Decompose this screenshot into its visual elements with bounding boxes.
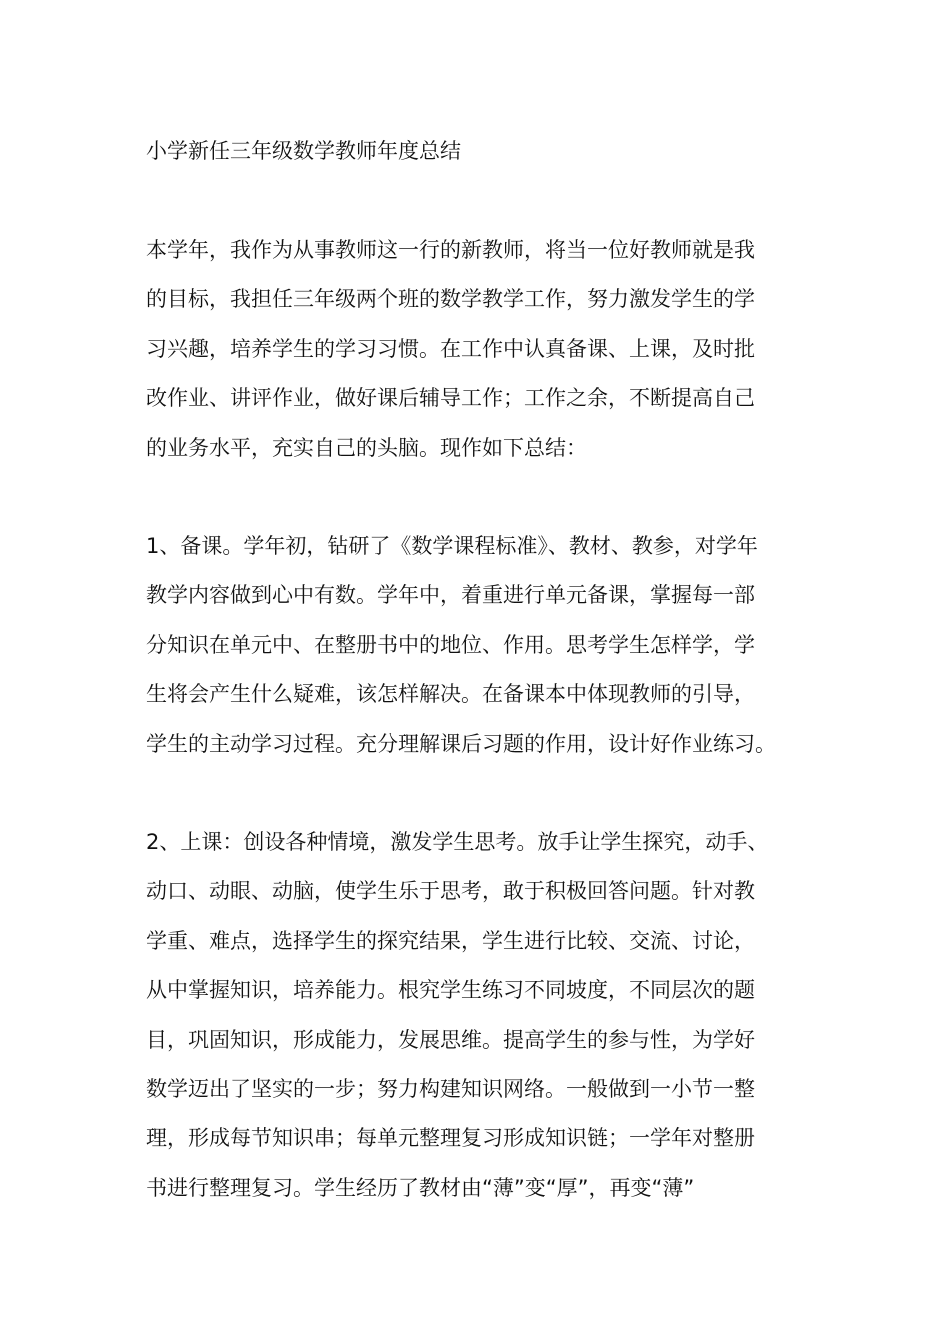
text-line: 书进行整理复习。学生经历了教材由“薄”变“厚”，再变“薄” (146, 1175, 695, 1200)
text-line: 的目标，我担任三年级两个班的数学教学工作，努力激发学生的学 (146, 287, 755, 312)
text-line: 习兴趣，培养学生的学习习惯。在工作中认真备课、上课，及时批 (146, 336, 755, 361)
text-line: 的业务水平，充实自己的头脑。现作如下总结： (146, 435, 587, 460)
text-line: 本学年，我作为从事教师这一行的新教师，将当一位好教师就是我 (146, 238, 755, 262)
text-line: 目，巩固知识，形成能力，发展思维。提高学生的参与性，为学好 (146, 1027, 755, 1052)
document-title: 小学新任三年级数学教师年度总结 (146, 139, 461, 163)
text-line: 学重、难点，选择学生的探究结果，学生进行比较、交流、讨论， (146, 928, 755, 953)
text-line: 改作业、讲评作业，做好课后辅导工作；工作之余，不断提高自己 (146, 386, 755, 411)
text-line: 学生的主动学习过程。充分理解课后习题的作用，设计好作业练习。 (146, 731, 776, 756)
text-line: 从中掌握知识，培养能力。根究学生练习不同坡度，不同层次的题 (146, 978, 755, 1003)
text-line: 理，形成每节知识串；每单元整理复习形成知识链；一学年对整册 (146, 1126, 755, 1151)
paragraph-intro (146, 226, 816, 473)
text-line: 分知识在单元中、在整册书中的地位、作用。思考学生怎样学，学 (146, 632, 755, 657)
paragraph-teaching (146, 818, 816, 1213)
text-line: 教学内容做到心中有数。学年中，着重进行单元备课，掌握每一部 (146, 583, 755, 608)
text-line: 数学迈出了坚实的一步；努力构建知识网络。一般做到一小节一整 (146, 1077, 755, 1102)
text-line: 2、上课：创设各种情境，激发学生思考。放手让学生探究，动手、 (146, 830, 769, 854)
paragraph-lesson-prep (146, 522, 816, 769)
text-line: 1、备课。学年初，钻研了《数学课程标准》、教材、教参，对学年 (146, 534, 758, 558)
text-line: 生将会产生什么疑难，该怎样解决。在备课本中体现教师的引导， (146, 682, 755, 707)
text-line: 动口、动眼、动脑，使学生乐于思考，敢于积极回答问题。针对教 (146, 879, 755, 904)
